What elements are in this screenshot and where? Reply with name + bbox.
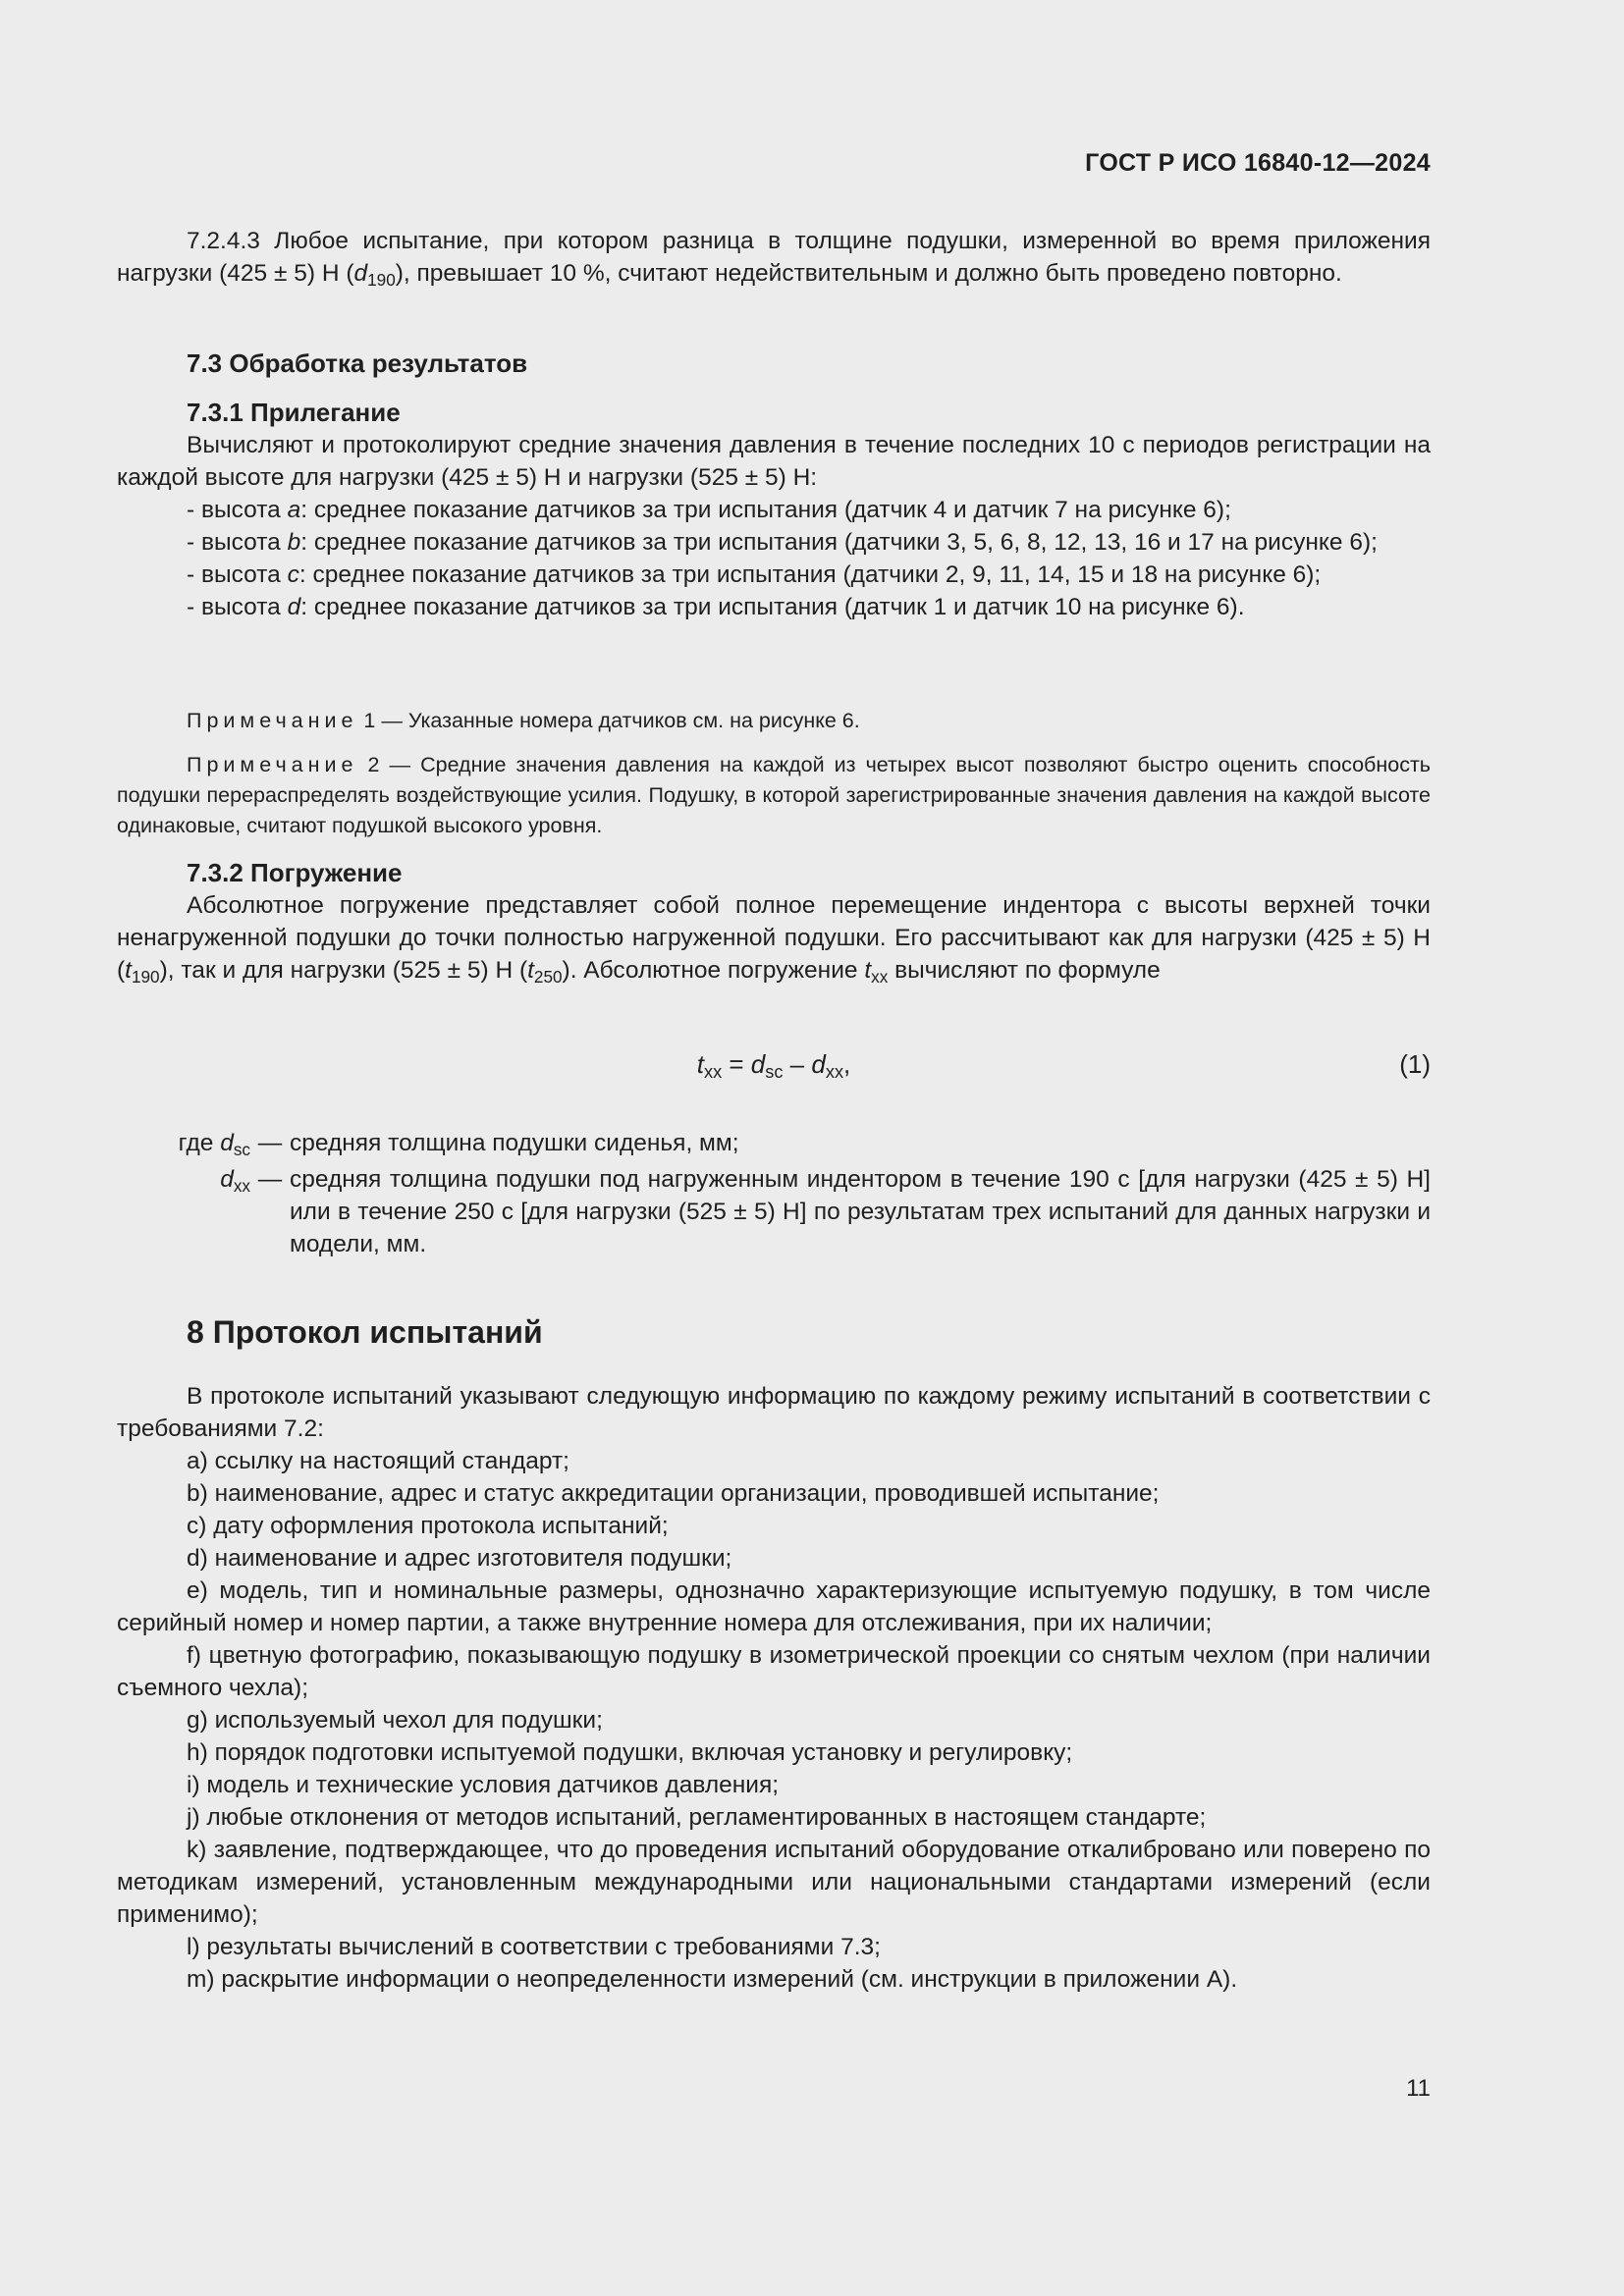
list-item: - высота c: среднее показание датчиков за три испытания (датчики 2, 9, 11, 14, 15 и 18 на рисунке 6); (187, 561, 1322, 588)
list-item: e) модель, тип и номинальные размеры, однозначно характеризующие испытуемую подушку, в том числе серийный номер и номер партии, а также внутренние номера для отслеживания, при их наличии; (117, 1577, 1431, 1636)
explanation-definition: средняя толщина подушки под нагруженным индентором в течение 190 с [для нагрузки (425 ± 5) Н] или в течение 250 с [для нагрузки (525 ± 5) Н] по результатам трех испытаний для данных нагрузки и модели, мм. (290, 1166, 1431, 1257)
list-item: d) наименование и адрес изготовителя подушки; (187, 1545, 732, 1572)
note-label: Примечание (187, 709, 358, 732)
subsection-heading-7-3-2: 7.3.2 Погружение (187, 858, 403, 887)
explanation-row: где $d_{sc}$ — средняя толщина подушки сиденья, мм; (117, 1127, 1431, 1159)
paragraph-7-2-4-3 (117, 225, 1431, 290)
paragraph-8: В протоколе испытаний указывают следующую информацию по каждому режиму испытаний в соответствии с требованиями 7.2: (117, 1383, 1431, 1442)
list-item: f) цветную фотографию, показывающую подушку в изометрической проекции со снятым чехлом (при наличии съемного чехла); (117, 1642, 1431, 1701)
list-item: l) результаты вычислений в соответствии с требованиями 7.3; (187, 1934, 881, 1960)
list-item: k) заявление, подтверждающее, что до проведения испытаний оборудование откалибровано или поверено по методикам измерений, установленным международными или национальными стандартами измерений (если применимо); (117, 1837, 1431, 1928)
list-item: - высота d: среднее показание датчиков за три испытания (датчик 1 и датчик 10 на рисунке 6). (187, 594, 1245, 620)
paragraph-7-3-2: Абсолютное погружение представляет собой полное перемещение индентора с высоты верхней точки ненагруженной подушки до точки полностью нагруженной подушки. Его рассчитывают как для нагрузки (425 ± 5) Н $(t_{190})$, так и для нагрузки (525 ± 5) Н $(t_{250})$. Абсолютное погружение $t_{xx}$ вычисляют по формуле (117, 892, 1431, 987)
list-item: i) модель и технические условия датчиков давления; (187, 1772, 780, 1798)
note-label: Примечание (187, 753, 358, 776)
section-heading-8: 8 Протокол испытаний (187, 1314, 543, 1350)
list-item: h) порядок подготовки испытуемой подушки, включая установку и регулировку; (187, 1739, 1073, 1766)
formula-number: (1) (1399, 1049, 1431, 1079)
list-item: j) любые отклонения от методов испытаний, регламентированных в настоящем стандарте; (187, 1804, 1207, 1831)
list-item: c) дату оформления протокола испытаний; (187, 1513, 669, 1539)
explanation-definition: средняя толщина подушки сиденья, мм; (290, 1130, 739, 1156)
explanation-symbol: $d_{xx}$ (220, 1166, 250, 1196)
list-item: m) раскрытие информации о неопределенности измерений (см. инструкции в приложении А). (187, 1966, 1238, 1993)
note-2: Примечание 2 — Средние значения давления на каждой из четырех высот позволяют быстро оценить способность подушки перераспределять воздействующие усилия. Подушку, в которой зарегистрированные значения давления на каждой высоте одинаковые, считают подушкой высокого уровня. (117, 753, 1431, 837)
list-item: a) ссылку на настоящий стандарт; (187, 1448, 569, 1474)
list-item: - высота b: среднее показание датчиков за три испытания (датчики 3, 5, 6, 8, 12, 13, 16 и 17 на рисунке 6); (187, 529, 1378, 556)
text-run: ), превышает 10 %, считают недействительным и должно быть проведено повторно. (395, 260, 1342, 287)
protocol-items-list (117, 1445, 1431, 1996)
formula-expression: $t_{xx} = d_{sc} - d_{xx}$, (696, 1049, 851, 1082)
list-item: b) наименование, адрес и статус аккредитации организации, проводившей испытание; (187, 1480, 1160, 1507)
variable: d (353, 260, 368, 287)
list-item: - высота a: среднее показание датчиков за три испытания (датчик 4 и датчик 7 на рисунке 6); (187, 497, 1231, 523)
page-number: 11 (1406, 2075, 1431, 2102)
explanation-row: $d_{xx}$ — средняя толщина подушки под нагруженным индентором в течение 190 с [для нагрузки (425 ± 5) Н] или в течение 250 с [для нагрузки (525 ± 5) Н] по результатам трех испытаний для данных нагрузки и модели, мм. (117, 1163, 1431, 1260)
heights-list (117, 494, 1431, 623)
section-heading-7-3: 7.3 Обработка результатов (187, 348, 528, 378)
text-run: 7.2.4.3 Любое испытание, при котором разница в толщине подушки, измеренной во время приложения нагрузки (425 ± 5) Н ( (117, 228, 1431, 287)
subsection-heading-7-3-1: 7.3.1 Прилегание (187, 398, 401, 427)
formula-explanation (117, 1127, 1431, 1260)
paragraph-7-3-1: Вычисляют и протоколируют средние значения давления в течение последних 10 с периодов регистрации на каждой высоте для нагрузки (425 ± 5) Н и нагрузки (525 ± 5) Н: (117, 432, 1431, 491)
subscript: 190 (367, 270, 396, 290)
document-header: ГОСТ Р ИСО 16840-12—2024 (1085, 149, 1431, 177)
note-1: Примечание 1 — Указанные номера датчиков см. на рисунке 6. (187, 709, 860, 732)
list-item: g) используемый чехол для подушки; (187, 1707, 603, 1734)
explanation-symbol: где $d_{sc}$ (178, 1130, 250, 1159)
